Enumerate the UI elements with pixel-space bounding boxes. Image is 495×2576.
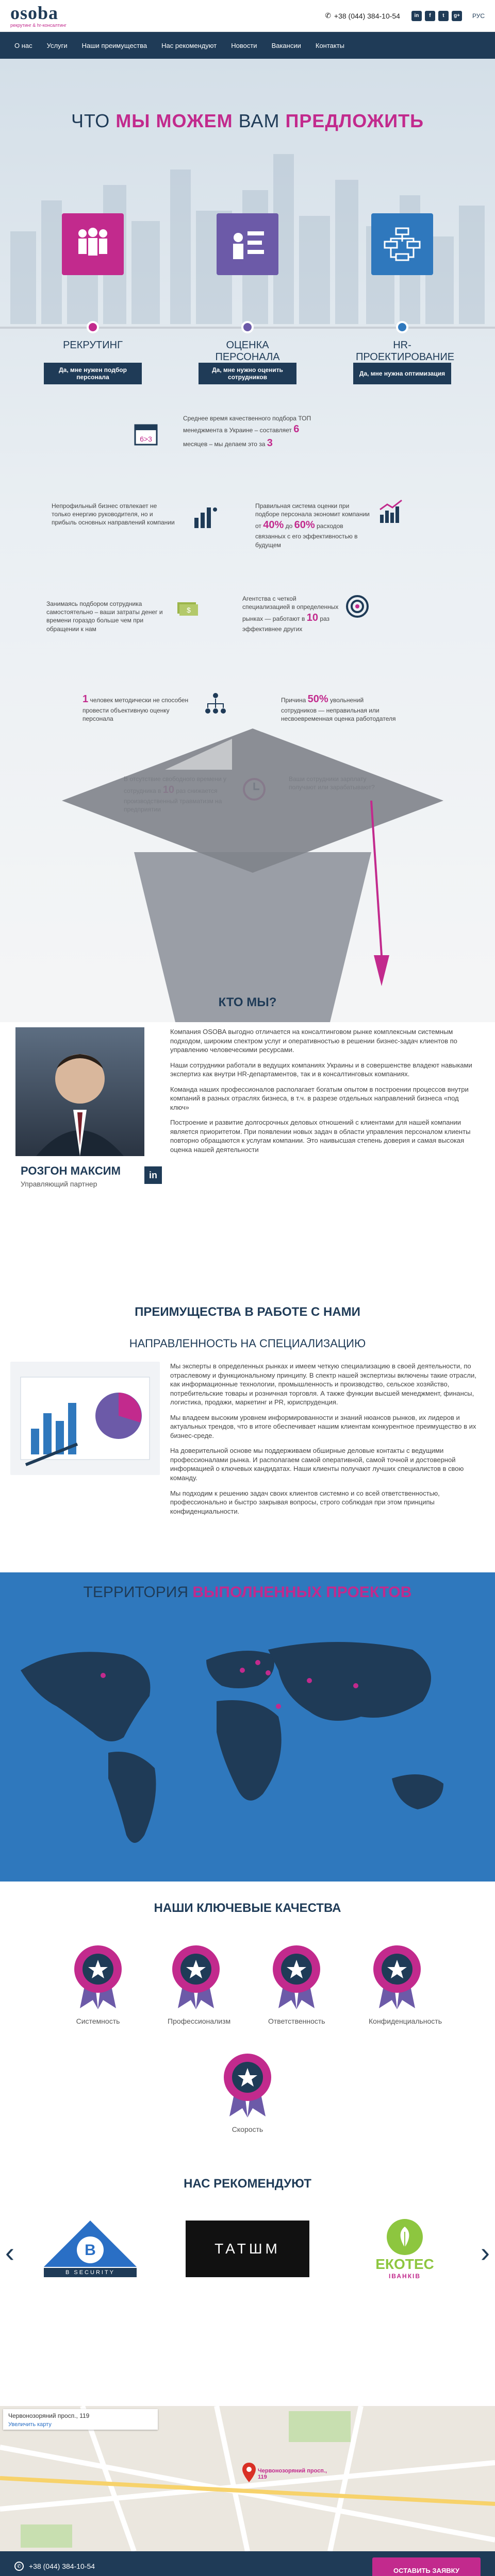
advantages-title: ПРЕИМУЩЕСТВА В РАБОТЕ С НАМИ [135, 1305, 360, 1319]
map-enlarge-link[interactable]: Увеличить карту [8, 2421, 52, 2428]
award-icon [369, 1942, 425, 2009]
hero-title: ЧТО МЫ МОЖЕМ ВАМ ПРЕДЛОЖИТЬ [71, 110, 424, 131]
carousel-next-button[interactable]: › [481, 2237, 490, 2268]
svg-text:B: B [85, 2242, 96, 2259]
quality-badge [369, 1942, 442, 2025]
partner-role: Управляющий партнер [21, 1180, 97, 1188]
twitter-icon[interactable]: t [438, 11, 449, 21]
services-hero [0, 59, 495, 1022]
quality-badge [70, 1942, 126, 2025]
map-address: Червонозоряний просп., 119 [8, 2412, 90, 2419]
nav-about[interactable]: О нас [14, 41, 32, 49]
territory-section [0, 1572, 495, 1882]
advantages-paragraph: Мы эксперты в определенных рынках и имеем четкую специализацию в своей деятельности, по отраслевому и функциональному принципу. В спектр нашей экспертизы включены такие отрасли, как информационные технологии, промышленность и производство, сельское хозяйство, потребительские товары и розничная торговля. А также функции высшей менеджмент, финансы, логистика, продажи, маркетинг и PR, юриспруденция. [170, 1362, 476, 1406]
phone-icon: ✆ [325, 11, 331, 20]
nav-contacts[interactable]: Контакты [315, 41, 345, 49]
quality-label: Профессионализм [168, 2017, 231, 2025]
leave-request-button[interactable]: ОСТАВИТЬ ЗАЯВКУ [372, 2557, 481, 2576]
about-text [170, 1027, 480, 1161]
calendar-icon [131, 419, 160, 448]
footer-phone[interactable] [14, 2562, 95, 2571]
stat-top-management: Среднее время качественного подбора ТОП менеджмента в Украине – составляет 6 месяцев – мы делаем это за 3 [183, 415, 311, 449]
linkedin-icon[interactable]: in [144, 1166, 162, 1184]
advantages-section [0, 1305, 495, 1515]
stat-evaluation-savings: Правильная система оценки при подборе персонала экономит компании от 40% до 60% расходов связанных с его эффективностью в будущем [255, 502, 370, 549]
stat-self-recruiting: Занимаясь подбором сотрудника самостоятельно – ваши затраты денег и времени гораздо больше чем при обращении к нам [46, 600, 163, 633]
partner-photo [15, 1027, 144, 1156]
territory-title: ТЕРРИТОРИЯ ВЫПОЛНЕННЫХ ПРОЕКТОВ [83, 1584, 412, 1601]
world-map [0, 1614, 495, 1871]
award-icon [70, 1942, 126, 2009]
logo-subtitle: рекрутинг & hr-консалтинг [10, 23, 67, 28]
partner-logo-ecotes[interactable] [340, 2218, 469, 2280]
partner-name: РОЗГОН МАКСИМ [21, 1164, 121, 1177]
about-paragraph: Наши сотрудники работали в ведущих компаниях Украины и в совершенстве владеют навыками экспертиз как внутри HR-департаментов, так и в консалтинговых компаниях. [170, 1061, 472, 1078]
partner-info [21, 1164, 121, 1188]
stat-non-core-business: Непрофильный бизнес отвлекает не только енергию руководителя, но и прибыль основных направлений компании [52, 502, 175, 527]
business-charts-image [10, 1362, 160, 1475]
stat-one-person: 1 человек методически не способен провести объективную оценку персонала [82, 693, 189, 723]
money-icon [173, 595, 202, 623]
award-icon [168, 1942, 224, 2009]
timeline-dot [87, 321, 99, 333]
language-switch[interactable]: РУС [472, 12, 485, 20]
stat-specialized-agencies: Агентства с четкой специализацией в определенных рынках — работают в 10 раз эффективнее других [242, 595, 339, 633]
svg-text:$: $ [187, 606, 191, 614]
footer [0, 2551, 495, 2576]
qualities-title: НАШИ КЛЮЧЕВЫЕ КАЧЕСТВА [154, 1901, 341, 1915]
location-map[interactable] [0, 2406, 495, 2551]
quality-label: Конфиденциальность [369, 2017, 442, 2025]
partners-section [0, 2177, 495, 2280]
hr-design-button[interactable]: Да, мне нужна оптимизация [353, 363, 451, 384]
main-nav [0, 32, 495, 59]
recruiting-button[interactable]: Да, мне нужен подбор персонала [44, 363, 142, 384]
advantages-subtitle: НАПРАВЛЕННОСТЬ НА СПЕЦИАЛИЗАЦИЮ [129, 1337, 366, 1350]
nav-vacancies[interactable]: Вакансии [271, 41, 301, 49]
header [0, 0, 495, 32]
timeline-dot [396, 321, 408, 333]
qualities-section [0, 1901, 495, 2133]
advantages-paragraph: На доверительной основе мы поддерживаем обширные деловые контакты с ведущими профессионалами рынка. И располагаем самой оперативной, самой точной и достоверной информацией о ключевых кандидатах. Наши клиенты получают лучших специалистов в свою команду. [170, 1447, 464, 1482]
partner-logo-b-security[interactable] [26, 2218, 155, 2280]
quality-label: Системность [76, 2017, 120, 2025]
about-paragraph: Команда наших профессионалов располагает богатым опытом в построении процессов внутри компаний в разных отраслях бизнеса, в т.ч. в разрезе отдельных направлений бизнеса «под ключ» [170, 1085, 469, 1111]
header-phone[interactable] [325, 11, 400, 20]
phone-text: +38 (044) 384-10-54 [334, 11, 400, 20]
map-marker-label: Червонозоряний просп., 119 [258, 2468, 327, 2480]
svg-text:6>3: 6>3 [140, 435, 152, 443]
quality-badge [268, 1942, 325, 2025]
timeline-dot [241, 321, 254, 333]
award-icon [219, 2050, 276, 2117]
partners-title: НАС РЕКОМЕНДУЮТ [184, 2177, 311, 2191]
advantages-paragraph: Мы владеем высоким уровнем информированности и знаний нюансов рынков, их лидеров и актуальных трендов, что в итоге обеспечивает нашим клиентам конкурентное преимущество в их бизнес-среде. [170, 1413, 476, 1439]
org-chart-icon [191, 502, 220, 531]
quality-label: Ответственность [268, 2017, 325, 2025]
quality-badge [219, 2050, 276, 2133]
linkedin-icon[interactable]: in [411, 11, 422, 21]
advantages-text [170, 1362, 480, 1522]
nav-news[interactable]: Новости [231, 41, 257, 49]
about-section [0, 995, 495, 1188]
target-icon [343, 592, 372, 621]
footer-phone-text: +38 (044) 384-10-54 [29, 2562, 95, 2570]
map-marker-icon[interactable] [242, 2463, 256, 2485]
recruiting-icon [62, 213, 124, 275]
evaluation-button[interactable]: Да, мне нужно оценить сотрудников [199, 363, 296, 384]
nav-recommend[interactable]: Нас рекомендуют [161, 41, 217, 49]
partner-logo-text: TATШM [186, 2221, 309, 2277]
service-recruiting-label: РЕКРУТИНГ [63, 340, 123, 351]
logo[interactable] [10, 4, 67, 28]
growth-chart-icon [376, 497, 405, 526]
hr-design-icon [371, 213, 433, 275]
about-paragraph: Компания OSOBA выгодно отличается на консалтинговом рынке комплексным системным подходом, широким спектром услуг и оперативностью в решении бизнес-задач клиентов по управлению человеческими ресурсами. [170, 1028, 457, 1054]
nav-advantages[interactable]: Наши преимущества [81, 41, 147, 49]
googleplus-icon[interactable]: g+ [452, 11, 462, 21]
advantages-paragraph: Мы подходим к решению задач своих клиентов системно и со всей ответственностью, профессионально и быстро закрывая вопросы, строго соблюдая при этом принципы конфиденциальности. [170, 1489, 440, 1515]
award-icon [268, 1942, 325, 2009]
partner-logo-tatum[interactable] [183, 2218, 312, 2280]
phone-icon: ✆ [14, 2562, 24, 2571]
about-title: КТО МЫ? [218, 995, 277, 1009]
about-paragraph: Построение и развитие долгосрочных деловых отношений с клиентами для нашей компании является приоритетом. При появлении новых задач в области управления персоналом клиенты повторно обращаются к услугам компании. Это наивысшая степень доверия и самая высокая оценка нашей деятельности [170, 1118, 471, 1154]
facebook-icon[interactable]: f [425, 11, 435, 21]
logo-text: osoba [10, 3, 59, 23]
stat-dismissals: Причина 50% увольнений сотрудников — неправильная или несвоевременная оценка работодателя [281, 693, 396, 723]
nav-services[interactable]: Услуги [46, 41, 68, 49]
map-address-box [3, 2409, 158, 2430]
evaluation-icon [217, 213, 278, 275]
service-evaluation-label: ОЦЕНКА ПЕРСОНАЛА [215, 340, 280, 363]
partner-logo-text: B SECURITY [65, 2269, 115, 2276]
quality-badge [168, 1942, 231, 2025]
quality-label: Скорость [232, 2125, 263, 2133]
partner-logo-subtext: ІВАНКІВ [388, 2273, 421, 2280]
graduation-cap-image [62, 667, 443, 1022]
service-hr-label: HR-ПРОЕКТИРОВАНИЕ [356, 340, 455, 363]
carousel-prev-button[interactable]: ‹ [5, 2237, 14, 2268]
partner-logo-text: ЕКОТЕС [375, 2256, 434, 2272]
